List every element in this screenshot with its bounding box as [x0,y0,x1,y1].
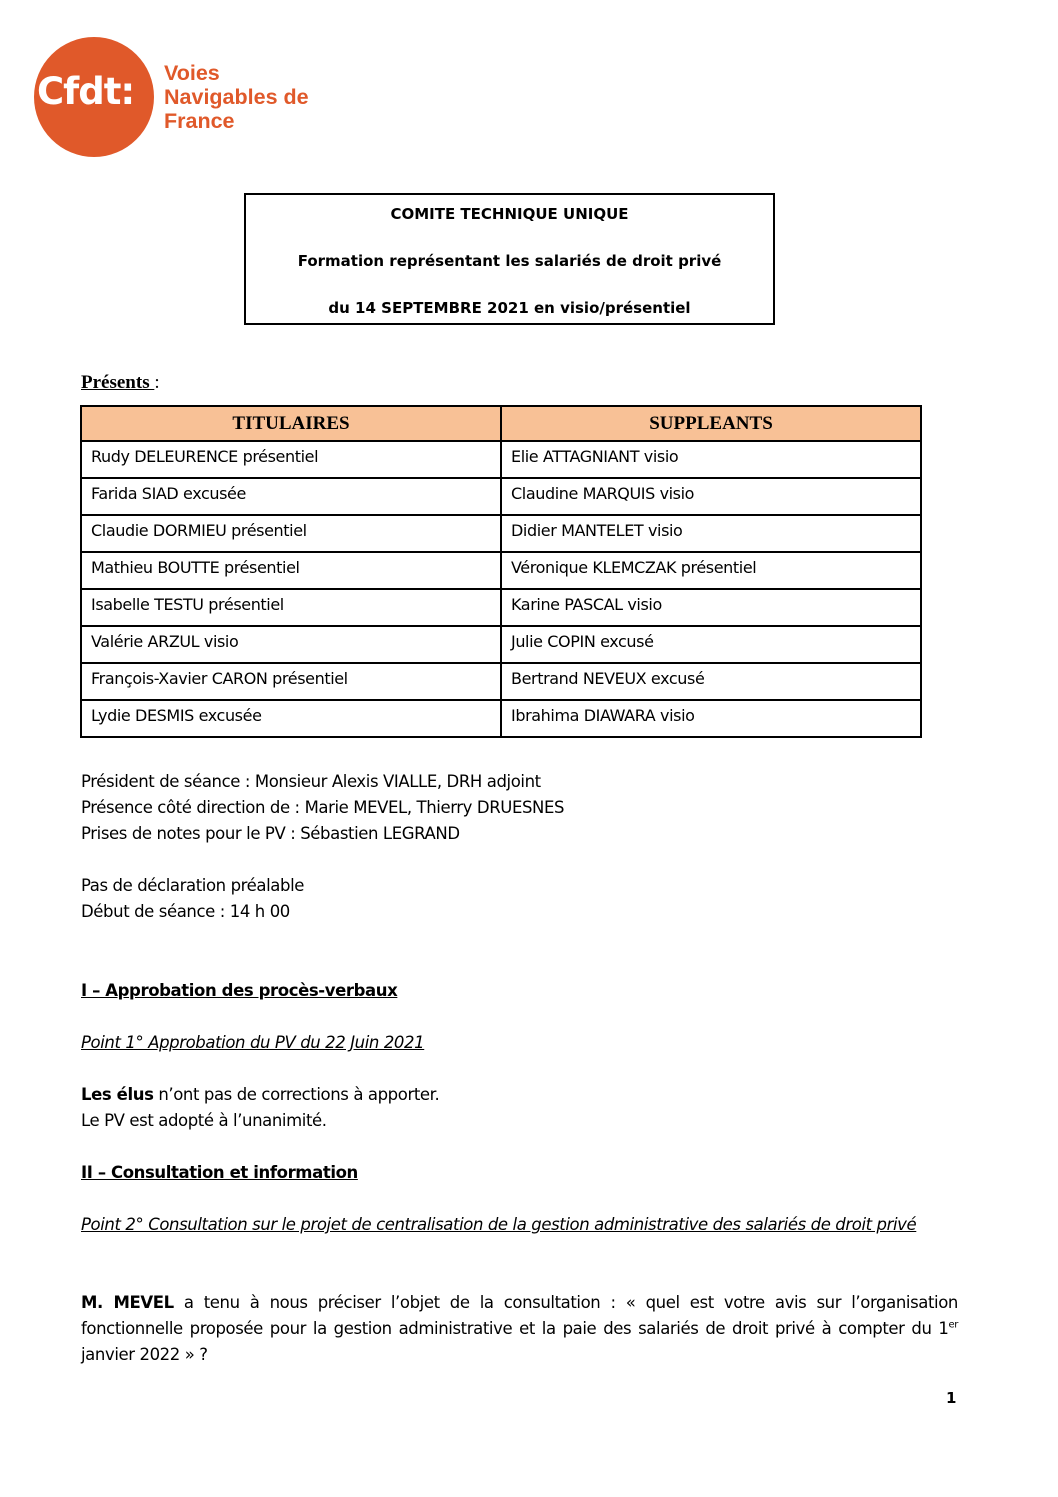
suppleant-cell: Didier MANTELET visio [501,515,921,552]
point-2-subject: M. MEVEL [81,1293,174,1312]
logo-line: Navigables de [164,85,309,109]
suppleant-cell: Claudine MARQUIS visio [501,478,921,515]
suppleant-cell: Julie COPIN excusé [501,626,921,663]
section-2-heading: II – Consultation et information [81,1163,358,1182]
president-line: Président de séance : Monsieur Alexis VIALLE, DRH adjoint [81,772,541,791]
point-2-superscript: er [948,1319,958,1331]
table-row [81,478,921,515]
presents-text: Présents [81,372,155,393]
point-2-end: janvier 2022 » ? [81,1345,208,1364]
section-1-heading: I – Approbation des procès-verbaux [81,981,398,1000]
suppleant-cell: Bertrand NEVEUX excusé [501,663,921,700]
logo-text [164,61,309,133]
table-row [81,441,921,478]
logo-line: Voies [164,61,220,85]
point-1-subject: Les élus [81,1085,154,1104]
presents-label [81,372,160,394]
point-1-body [81,1082,439,1134]
document-title-box [244,193,775,325]
attendance-info [81,769,564,847]
titulaire-cell: Lydie DESMIS excusée [81,700,501,737]
notes-line: Prises de notes pour le PV : Sébastien LEGRAND [81,824,460,843]
table-row [81,589,921,626]
point-2-body [81,1290,958,1368]
page-number: 1 [946,1389,957,1407]
attendance-table [80,405,922,738]
titulaire-cell: Rudy DELEURENCE présentiel [81,441,501,478]
column-header-suppleants: SUPPLEANTS [501,406,921,441]
suppleant-cell: Karine PASCAL visio [501,589,921,626]
session-info [81,873,304,925]
table-row [81,700,921,737]
point-1-title: Point 1° Approbation du PV du 22 Juin 2021 [81,1033,425,1052]
point-1-result: Le PV est adopté à l’unanimité. [81,1111,327,1130]
table-row [81,552,921,589]
titulaire-cell: Mathieu BOUTTE présentiel [81,552,501,589]
table-row [81,515,921,552]
table-row [81,626,921,663]
suppleant-cell: Ibrahima DIAWARA visio [501,700,921,737]
title-line-3: du 14 SEPTEMBRE 2021 en visio/présentiel [328,299,691,317]
logo-line: France [164,109,235,133]
start-time-line: Début de séance : 14 h 00 [81,902,290,921]
titulaire-cell: Isabelle TESTU présentiel [81,589,501,626]
titulaire-cell: François-Xavier CARON présentiel [81,663,501,700]
table-header-row [81,406,921,441]
suppleant-cell: Véronique KLEMCZAK présentiel [501,552,921,589]
presents-colon: : [154,372,160,393]
table-row [81,663,921,700]
title-line-1: COMITE TECHNIQUE UNIQUE [390,205,629,223]
declaration-line: Pas de déclaration préalable [81,876,305,895]
point-1-text: n’ont pas de corrections à apporter. [153,1085,440,1104]
column-header-titulaires: TITULAIRES [81,406,501,441]
point-2-title: Point 2° Consultation sur le projet de centralisation de la gestion administrative des salariés de droit privé [81,1215,917,1234]
direction-line: Présence côté direction de : Marie MEVEL, Thierry DRUESNES [81,798,565,817]
logo-mark: Cfdt: [37,70,135,113]
title-line-2: Formation représentant les salariés de droit privé [297,252,722,270]
titulaire-cell: Farida SIAD excusée [81,478,501,515]
titulaire-cell: Claudie DORMIEU présentiel [81,515,501,552]
suppleant-cell: Elie ATTAGNIANT visio [501,441,921,478]
point-2-text: a tenu à nous préciser l’objet de la consultation : « quel est votre avis sur l’organisation fonctionnelle proposée pour la gestion administrative et la paie des salariés de droit privé à compter du 1 [81,1293,958,1338]
titulaire-cell: Valérie ARZUL visio [81,626,501,663]
